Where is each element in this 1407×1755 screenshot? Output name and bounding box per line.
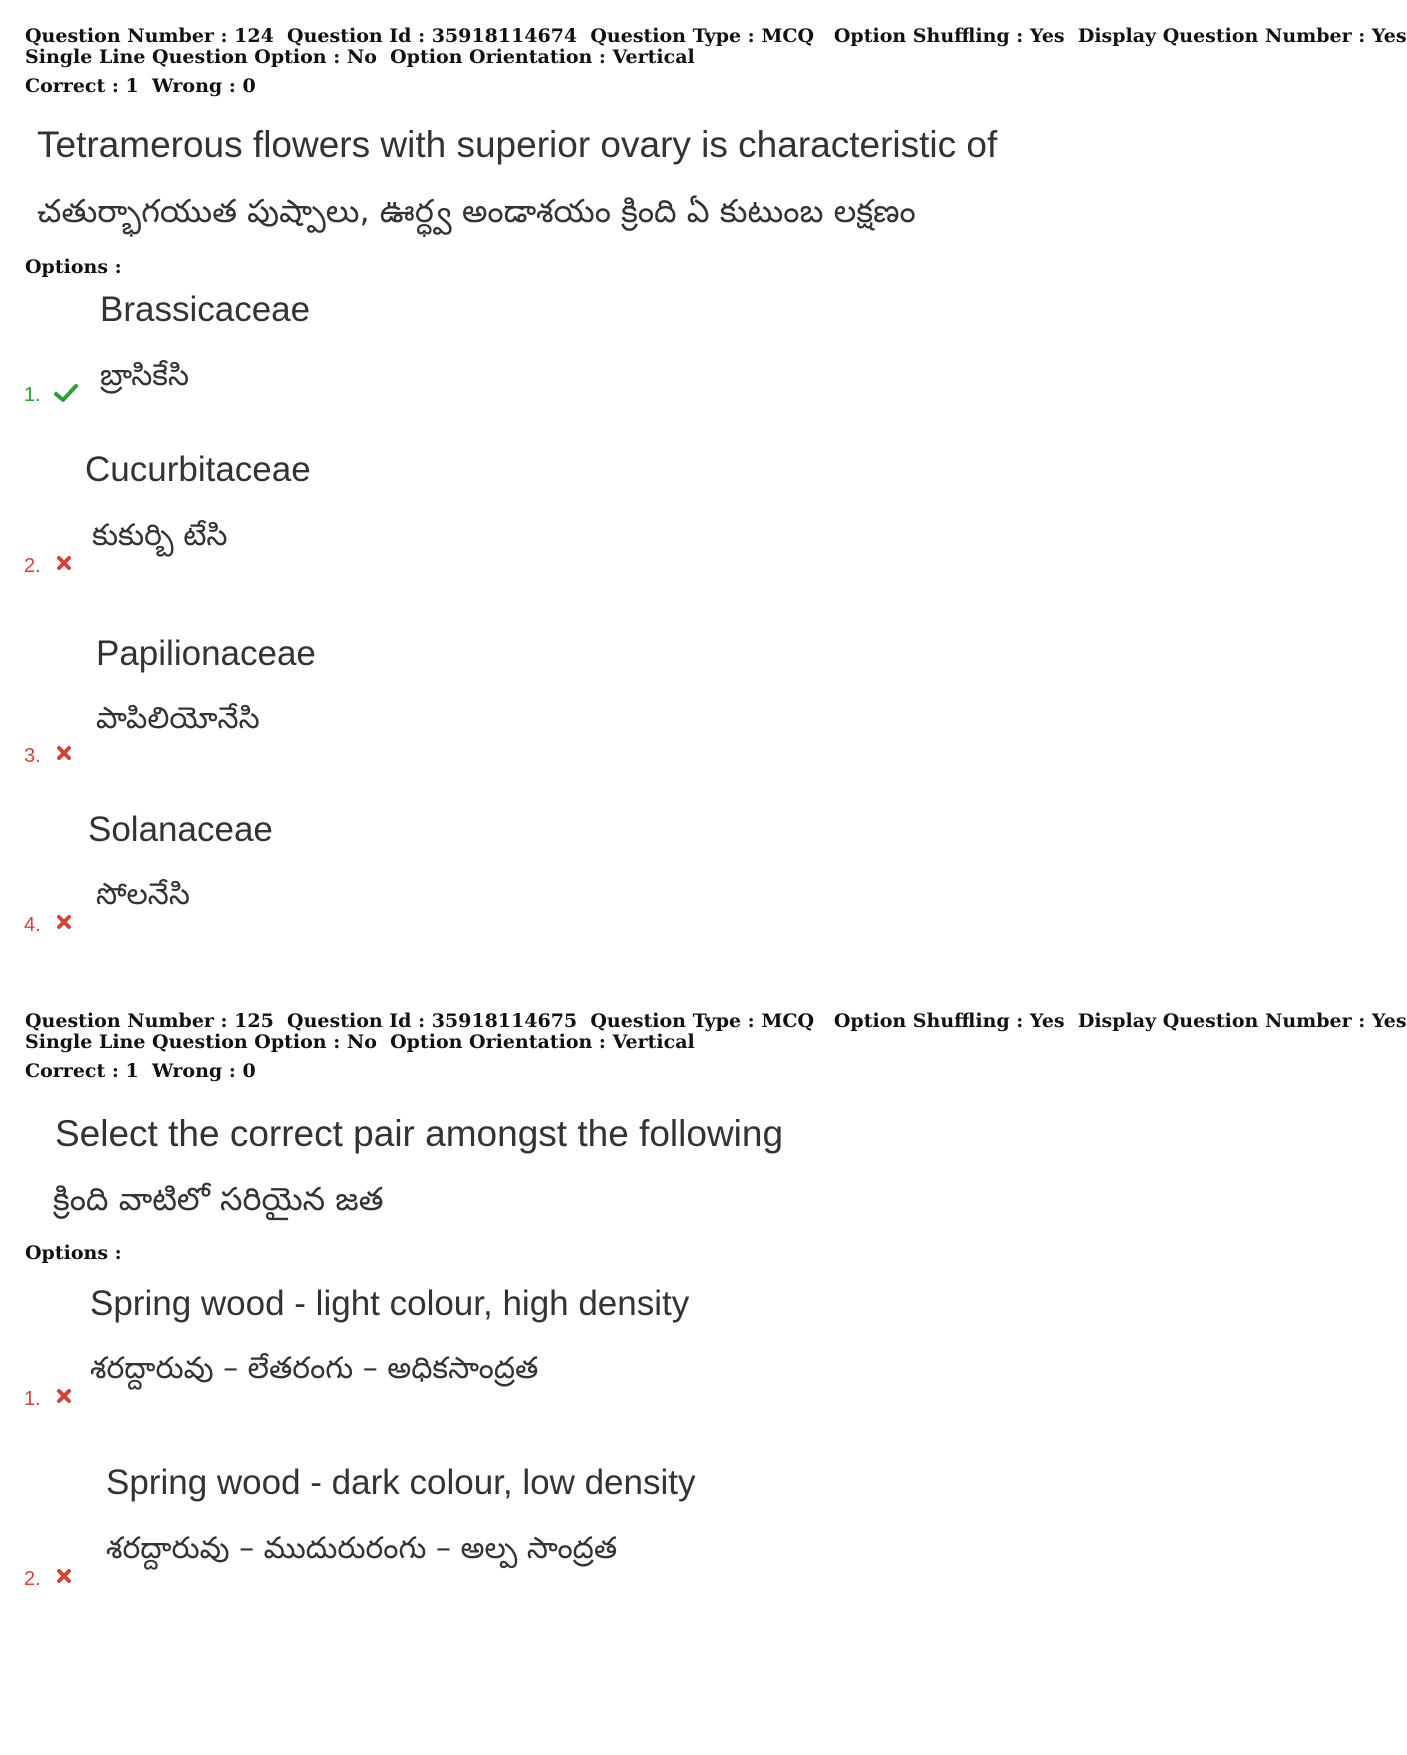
question-marking: Correct : 1 Wrong : 0: [25, 1060, 256, 1082]
option-number: 3.: [24, 745, 41, 767]
question-meta-line: Single Line Question Option : No Option Orientation : Vertical: [25, 1031, 695, 1053]
option-number: 2.: [24, 1568, 41, 1590]
option-number: 4.: [24, 914, 41, 936]
option-text-telugu: శరద్దారువు – ముదురురంగు – అల్ప సాంద్రత: [106, 1531, 618, 1566]
option-text-telugu: సోలనేసి: [96, 877, 190, 912]
option-text-english: Cucurbitaceae: [85, 450, 311, 489]
options-heading: Options :: [25, 256, 122, 278]
cross-icon: [54, 743, 74, 763]
cross-icon: [54, 1566, 74, 1586]
option-number: 2.: [24, 555, 41, 577]
check-icon: [54, 383, 78, 403]
question-text-english: Tetramerous flowers with superior ovary is characteristic of: [37, 124, 998, 165]
option-number: 1.: [24, 1388, 41, 1410]
question-meta-line: Question Number : 124 Question Id : 35918114674 Question Type : MCQ Option Shuffling : Yes Display Question Number : Yes: [25, 25, 1407, 47]
question-text-english: Select the correct pair amongst the following: [55, 1113, 784, 1154]
option-text-english: Spring wood - light colour, high density: [90, 1284, 690, 1323]
question-meta-line: Question Number : 125 Question Id : 35918114675 Question Type : MCQ Option Shuffling : Yes Display Question Number : Yes: [25, 1010, 1407, 1032]
option-text-english: Spring wood - dark colour, low density: [106, 1463, 696, 1502]
cross-icon: [54, 912, 74, 932]
question-marking: Correct : 1 Wrong : 0: [25, 75, 256, 97]
option-text-english: Brassicaceae: [100, 290, 311, 329]
option-text-telugu: కుకుర్బి టేసి: [92, 518, 228, 553]
cross-icon: [54, 553, 74, 573]
options-heading: Options :: [25, 1242, 122, 1264]
question-meta-line: Single Line Question Option : No Option Orientation : Vertical: [25, 46, 695, 68]
cross-icon: [54, 1386, 74, 1406]
option-number: 1.: [24, 384, 41, 406]
option-text-telugu: పాపిలియోనేసి: [96, 701, 260, 736]
question-text-telugu: చతుర్భాగయుత పుష్పాలు, ఊర్ధ్వ అండాశయం క్రింది ఏ కుటుంబ లక్షణం: [37, 192, 916, 230]
option-text-telugu: బ్రాసికేసి: [100, 358, 190, 393]
option-text-english: Papilionaceae: [96, 634, 316, 673]
question-text-telugu: క్రింది వాటిలో సరియైన జత: [53, 1180, 384, 1218]
option-text-english: Solanaceae: [88, 810, 273, 849]
option-text-telugu: శరద్దారువు – లేతరంగు – అధికసాంద్రత: [90, 1351, 539, 1386]
